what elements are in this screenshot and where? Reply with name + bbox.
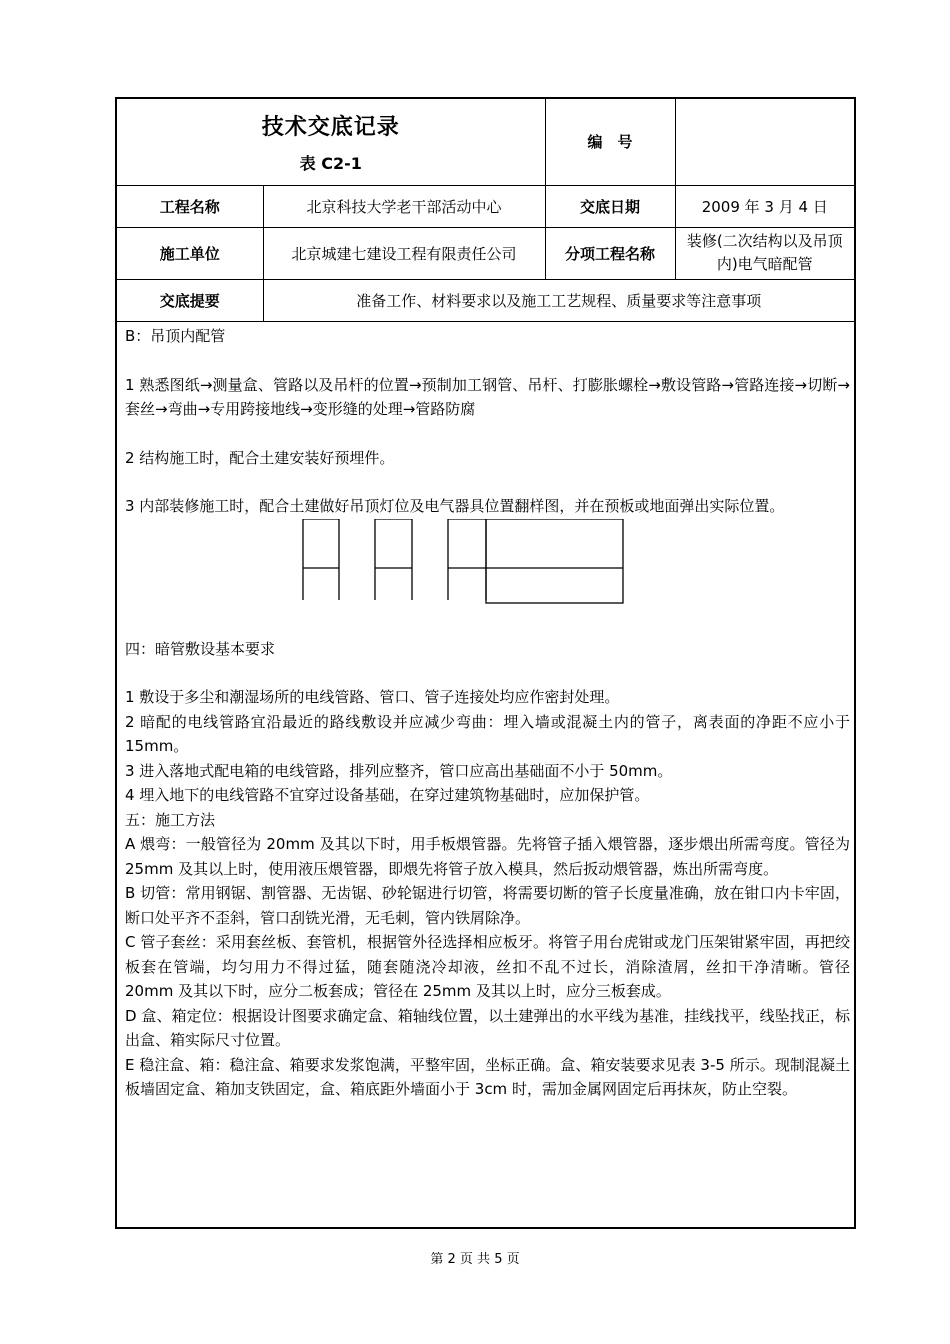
section-5-item-c: C 管子套丝：采用套丝板、套管机，根据管外径选择相应板牙。将管子用台虎钳或龙门压架钳紧牢固，再把绞板套在管端，均匀用力不得过猛，随套随浇冷却液，丝扣不乱不过长，消除渣屑，丝扣干净清晰。管径 20mm 及其以下时，应分二板套成；管径在 25mm 及其以上时，应分三板套成。 (125, 933, 850, 1000)
section-4-item-1: 1 敷设于多尘和潮湿场所的电线管路、管口、管子连接处均应作密封处理。 (125, 688, 620, 706)
section-4-item-2: 2 暗配的电线管路宜沿最近的路线敷设并应减少弯曲：埋入墙或混凝土内的管子，离表面的净距不应小于 15mm。 (125, 712, 850, 755)
section-5-item-a: A 煨弯：一般管径为 20mm 及其以下时，用手板煨管器。先将管子插入煨管器，逐步煨出所需弯度。管径为 25mm 及其以上时，使用液压煨管器，即煨先将管子放入模具，然后扳动煨管器，炼出所需弯度。 (125, 835, 850, 878)
form-code: 表 C2-1 (299, 153, 362, 173)
section-5-item-b: B 切管：常用钢锯、割管器、无齿锯、砂轮锯进行切管，将需要切断的管子长度量准确，放在钳口内卡牢固，断口处平齐不歪斜，管口刮铣光滑，无毛刺，管内铁屑除净。 (125, 884, 850, 927)
section-b-item-1: 1 熟悉图纸→测量盒、管路以及吊杆的位置→预制加工钢管、吊杆、打膨胀螺栓→敷设管路→管路连接→切断→套丝→弯曲→专用跨接地线→变形缝的处理→管路防腐 (125, 375, 850, 418)
section-b-title: B：吊顶内配管 (125, 327, 226, 345)
section-5-title: 五：施工方法 (125, 810, 216, 829)
header-table (117, 99, 854, 322)
section-4-item-4: 4 埋入地下的电线管路不宜穿过设备基础，在穿过建筑物基础时，应加保护管。 (125, 786, 650, 804)
form-frame (115, 97, 856, 1229)
section-b-item-2: 2 结构施工时，配合土建安装好预埋件。 (125, 448, 395, 467)
section-b-item-3: 3 内部装修施工时，配合土建做好吊顶灯位及电气器具位置翻样图，并在预板或地面弹出实际位置。 (125, 497, 785, 515)
section-5-item-e: E 稳注盒、箱：稳注盒、箱要求发浆饱满，平整牢固，坐标正确。盒、箱安装要求见表 3-5 所示。现制混凝土板墙固定盒、箱加支铁固定，盒、箱底距外墙面小于 3cm 时，需加金属网固定后再抹灰，防止空裂。 (125, 1055, 850, 1098)
contractor-name: 北京城建七建设工程有限责任公司 (263, 227, 545, 279)
layout-sketch (125, 519, 850, 637)
number-label: 编 号 (545, 99, 675, 185)
date-value: 2009 年 3 月 4 日 (675, 185, 854, 227)
title-cell (117, 99, 545, 185)
number-value (675, 99, 854, 185)
content-body (125, 324, 850, 1102)
form-title: 技术交底记录 (261, 114, 400, 140)
sketch-box-1 (303, 519, 339, 600)
sketch-box-4 (486, 519, 623, 603)
summary-text: 准备工作、材料要求以及施工工艺规程、质量要求等注意事项 (263, 279, 854, 321)
project-name-label: 工程名称 (117, 185, 263, 227)
date-label: 交底日期 (545, 185, 675, 227)
page-footer: 第 2 页 共 5 页 (430, 1252, 520, 1267)
sketch-box-3 (448, 519, 486, 600)
summary-label: 交底提要 (117, 279, 263, 321)
sub-project-name: 装修(二次结构以及吊顶内)电气暗配管 (675, 227, 854, 279)
section-4-title: 四：暗管敷设基本要求 (125, 639, 276, 658)
project-name: 北京科技大学老干部活动中心 (263, 185, 545, 227)
section-4-item-3: 3 进入落地式配电箱的电线管路，排列应整齐，管口应高出基础面不小于 50mm。 (125, 761, 673, 780)
sub-project-label: 分项工程名称 (545, 227, 675, 279)
contractor-label: 施工单位 (117, 227, 263, 279)
section-5-item-d: D 盒、箱定位：根据设计图要求确定盒、箱轴线位置，以土建弹出的水平线为基准，挂线找平，线坠找正，标出盒、箱实际尺寸位置。 (125, 1006, 850, 1049)
layout-sketch-svg (125, 519, 850, 637)
sketch-box-2 (375, 519, 412, 600)
